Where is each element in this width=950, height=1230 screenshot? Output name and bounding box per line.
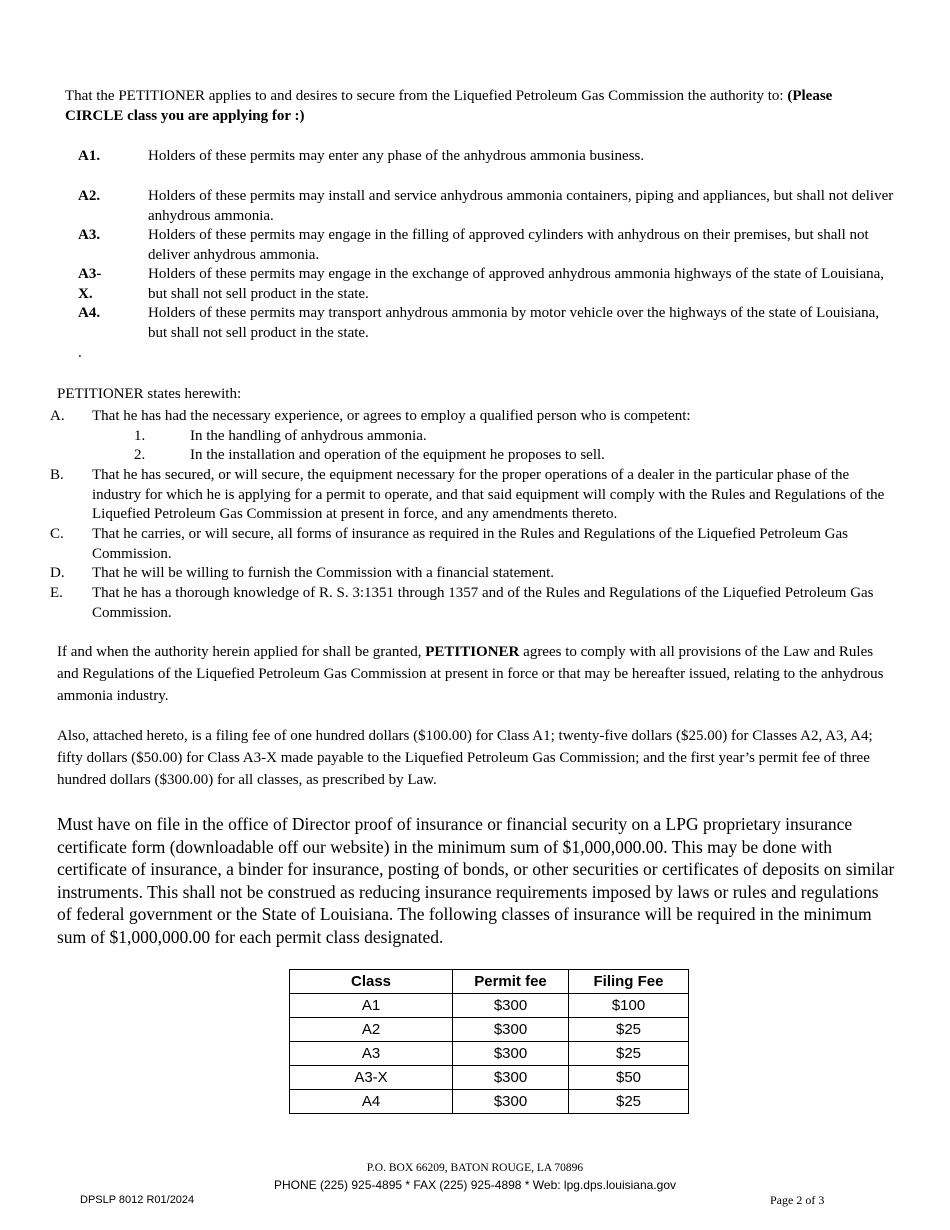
- cell-permit-fee: $300: [453, 994, 569, 1018]
- table-row: [290, 1018, 689, 1042]
- cell-filing-fee: $25: [569, 1090, 689, 1114]
- table-row: [290, 994, 689, 1018]
- compliance-paragraph: [57, 641, 897, 707]
- sub-text: In the handling of anhydrous ammonia.: [190, 428, 427, 444]
- sub-number: 1.: [134, 428, 146, 444]
- cell-class: A3-X: [290, 1066, 453, 1090]
- column-header-permit-fee: Permit fee: [453, 970, 569, 994]
- compliance-petitioner: PETITIONER: [425, 644, 520, 660]
- footer-address: P.O. BOX 66209, BATON ROUGE, LA 70896: [366, 1162, 584, 1174]
- cell-class: A3: [290, 1042, 453, 1066]
- cell-permit-fee: $300: [453, 1018, 569, 1042]
- statement-letter: A.: [50, 408, 65, 424]
- class-description: Holders of these permits may enter any phase of the anhydrous ammonia business.: [148, 148, 645, 164]
- statement-letter: B.: [50, 467, 64, 483]
- sub-number: 2.: [134, 447, 146, 463]
- footer-form-id: DPSLP 8012 R01/2024: [80, 1194, 195, 1206]
- cell-filing-fee: $25: [569, 1018, 689, 1042]
- table-row: [290, 1066, 689, 1090]
- cell-filing-fee: $50: [569, 1066, 689, 1090]
- class-description: Holders of these permits may engage in the filling of approved cylinders with anhydrous on their premises, but shall not deliver anhydrous ammonia.: [148, 227, 869, 263]
- class-description: Holders of these permits may engage in the exchange of approved anhydrous ammonia highways of the state of Louisiana, but shall not sell product in the state.: [148, 266, 885, 302]
- statement-text: That he has had the necessary experience, or agrees to employ a qualified person who is competent:: [92, 408, 691, 424]
- class-code: A1.: [78, 148, 101, 164]
- intro-paragraph: [65, 87, 885, 126]
- class-description: Holders of these permits may install and service anhydrous ammonia containers, piping and appliances, but shall not deliver anhydrous ammonia.: [148, 188, 894, 224]
- table-row: [290, 1090, 689, 1114]
- cell-permit-fee: $300: [453, 1042, 569, 1066]
- compliance-pre: If and when the authority herein applied for shall be granted,: [57, 644, 422, 660]
- class-code: A3-X.: [78, 266, 102, 302]
- table-row: [290, 1042, 689, 1066]
- footer-contact: PHONE (225) 925-4895 * FAX (225) 925-4898 * Web: lpg.dps.louisiana.gov: [273, 1178, 677, 1192]
- column-header-filing-fee: Filing Fee: [569, 970, 689, 994]
- cell-class: A1: [290, 994, 453, 1018]
- cell-permit-fee: $300: [453, 1090, 569, 1114]
- class-code: A4.: [78, 305, 101, 321]
- intro-text: That the PETITIONER applies to and desires to secure from the Liquefied Petroleum Gas Commission the authority to:: [65, 88, 784, 104]
- cell-class: A4: [290, 1090, 453, 1114]
- fee-paragraph: Also, attached hereto, is a filing fee of one hundred dollars ($100.00) for Class A1; twenty-five dollars ($25.00) for Classes A2, A3, A4; fifty dollars ($50.00) for Class A3-X made payable to the Liquefied Petroleum Gas Commission; and the first year’s permit fee of three hundred dollars ($300.00) for all classes, as prescribed by Law.: [57, 728, 873, 788]
- statement-text: That he will be willing to furnish the Commission with a financial statement.: [92, 565, 555, 581]
- statement-letter: E.: [50, 585, 63, 601]
- fee-table: [289, 969, 689, 1114]
- insurance-paragraph: Must have on file in the office of Director proof of insurance or financial security on a LPG proprietary insurance certificate form (downloadable off our website) in the minimum sum of $1,000,000.00. This may be done with certificate of insurance, a binder for insurance, posting of bonds, or other securities or certificates of deposits on similar instruments. This shall not be construed as reducing insurance requirements imposed by laws or rules and regulations of federal government or the State of Louisiana. The following classes of insurance will be required in the minimum sum of $1,000,000.00 for each permit class designated.: [57, 814, 895, 947]
- footer-page-number: Page 2 of 3: [770, 1193, 825, 1207]
- column-header-class: Class: [290, 970, 453, 994]
- class-description: Holders of these permits may transport anhydrous ammonia by motor vehicle over the highways of the state of Louisiana, but shall not sell product in the state.: [148, 305, 880, 341]
- statement-letter: D.: [50, 565, 65, 581]
- statement-letter: C.: [50, 526, 64, 542]
- table-header-row: [290, 970, 689, 994]
- statement-text: That he has a thorough knowledge of R. S. 3:1351 through 1357 and of the Rules and Regulations of the Liquefied Petroleum Gas Commission.: [92, 585, 874, 621]
- stray-dot: .: [78, 345, 82, 361]
- statement-text: That he carries, or will secure, all forms of insurance as required in the Rules and Regulations of the Liquefied Petroleum Gas Commission.: [92, 526, 849, 562]
- states-heading: PETITIONER states herewith:: [57, 386, 242, 402]
- cell-class: A2: [290, 1018, 453, 1042]
- compliance-post: agrees to comply with all provisions of the Law and Rules and Regulations of the Liquefied Petroleum Gas Commission at present in force or that may be hereafter issued, relating to the anhydrous ammonia industry.: [57, 644, 884, 704]
- cell-filing-fee: $25: [569, 1042, 689, 1066]
- sub-text: In the installation and operation of the equipment he proposes to sell.: [190, 447, 605, 463]
- cell-permit-fee: $300: [453, 1066, 569, 1090]
- intro-instruction: (Please CIRCLE class you are applying for :): [65, 88, 833, 124]
- statement-text: That he has secured, or will secure, the equipment necessary for the proper operations of a dealer in the particular phase of the industry for which he is applying for a permit to operate, and that said equipment will comply with the Rules and Regulations of the Liquefied Petroleum Gas Commission at present in force, and any amendments thereto.: [92, 467, 885, 522]
- class-code: A3.: [78, 227, 101, 243]
- class-code: A2.: [78, 188, 101, 204]
- cell-filing-fee: $100: [569, 994, 689, 1018]
